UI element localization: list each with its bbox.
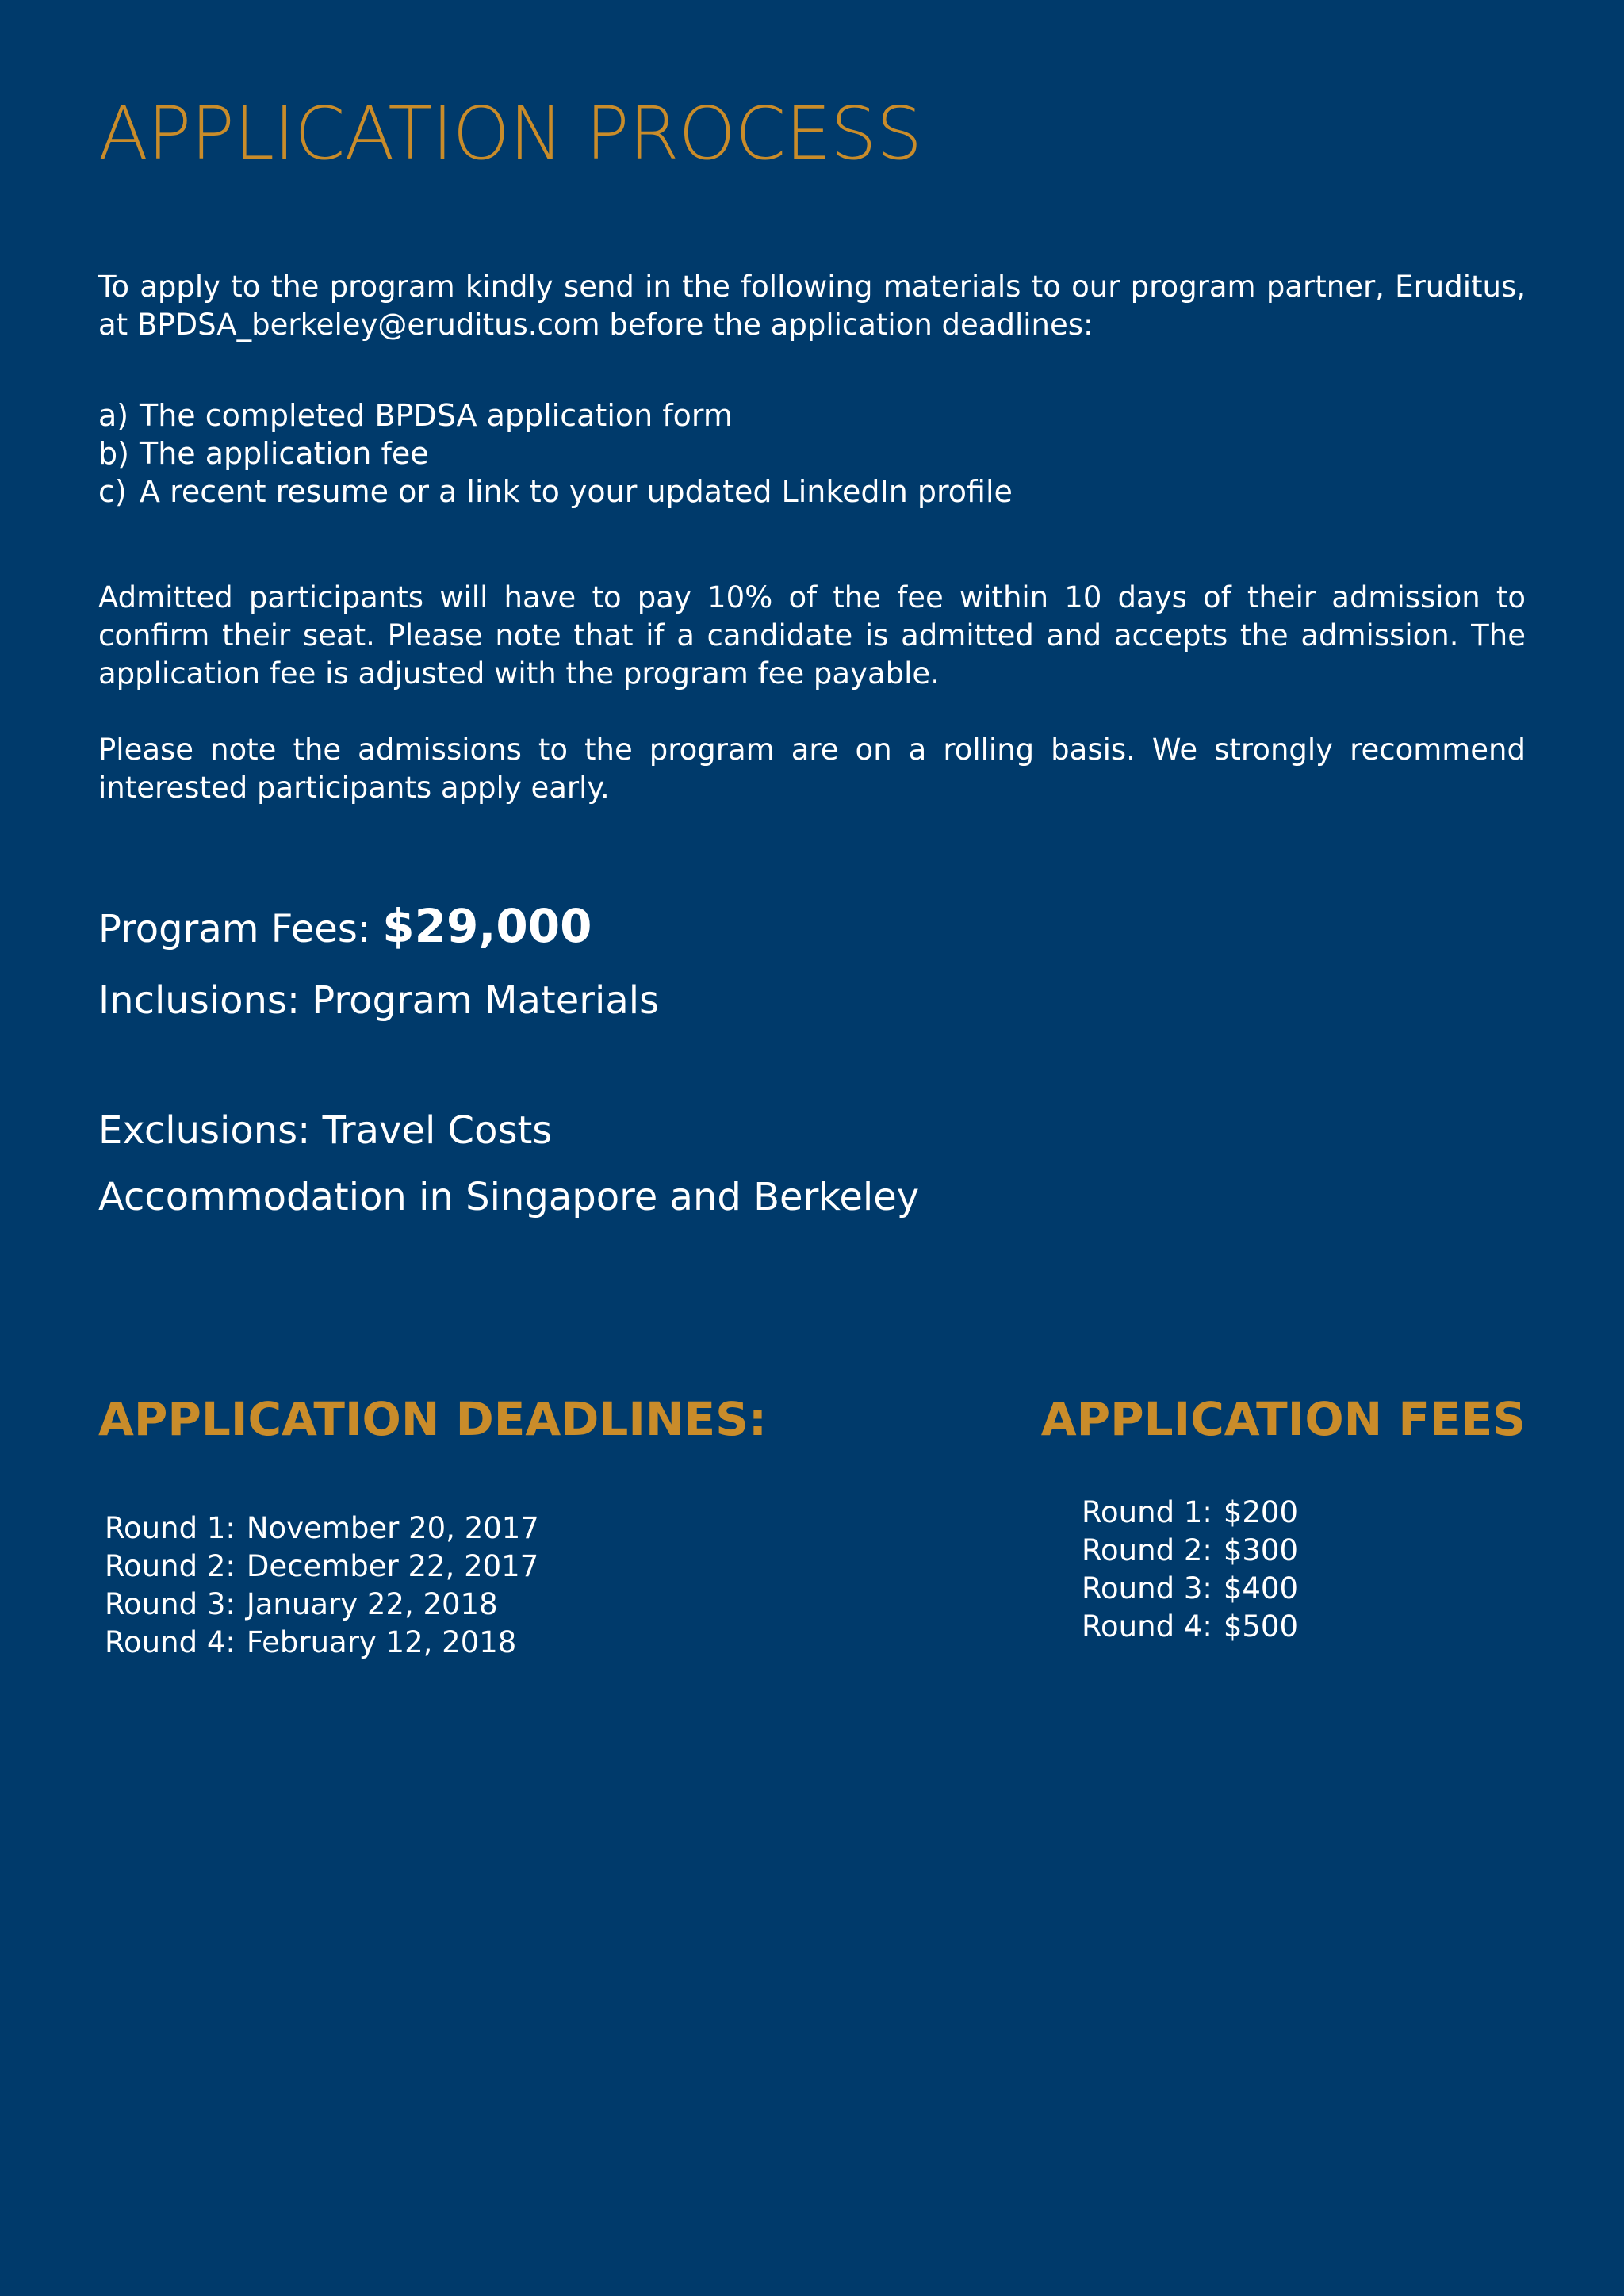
fees-heading: APPLICATION FEES xyxy=(1040,1392,1526,1446)
round-label: Round 2: xyxy=(1082,1533,1212,1567)
round-label: Round 3: xyxy=(105,1587,236,1621)
list-item-text: A recent resume or a link to your updated LinkedIn profile xyxy=(140,474,1013,509)
round-label: Round 2: xyxy=(105,1549,236,1583)
round-label: Round 4: xyxy=(105,1625,236,1659)
fee-amount: $400 xyxy=(1223,1571,1299,1605)
deadline-date: November 20, 2017 xyxy=(246,1511,539,1545)
round-label: Round 1: xyxy=(105,1511,236,1545)
inclusions-line: Inclusions: Program Materials xyxy=(98,978,660,1023)
fee-row xyxy=(1082,1570,1298,1608)
deadline-row xyxy=(105,1624,539,1662)
program-fees-label: Program Fees: xyxy=(98,907,371,951)
fee-row xyxy=(1082,1608,1298,1646)
fee-row xyxy=(1082,1494,1298,1532)
deadline-row xyxy=(105,1586,539,1624)
list-marker: c) xyxy=(98,474,127,509)
deadline-date: December 22, 2017 xyxy=(246,1549,539,1583)
deadlines-heading: APPLICATION DEADLINES: xyxy=(98,1392,768,1446)
fee-amount: $200 xyxy=(1223,1495,1299,1529)
list-marker: b) xyxy=(98,436,129,471)
list-item xyxy=(98,396,1013,434)
deadlines-list xyxy=(105,1510,539,1662)
fees-list xyxy=(1082,1494,1298,1646)
list-item xyxy=(98,434,1013,473)
admitted-paragraph: Admitted participants will have to pay 10% of the fee within 10 days of their admission to confirm their seat. Please note that if a candidate is admitted and accepts the admission. The application fee is adjusted with the program fee payable. xyxy=(98,580,1526,691)
deadline-row xyxy=(105,1548,539,1586)
deadline-date: January 22, 2018 xyxy=(246,1587,498,1621)
round-label: Round 3: xyxy=(1082,1571,1212,1605)
list-item-text: The application fee xyxy=(140,436,429,471)
fee-amount: $300 xyxy=(1223,1533,1299,1567)
fee-row xyxy=(1082,1532,1298,1570)
deadline-row xyxy=(105,1510,539,1548)
round-label: Round 1: xyxy=(1082,1495,1212,1529)
exclusions-line: Exclusions: Travel Costs xyxy=(98,1108,553,1153)
list-marker: a) xyxy=(98,398,129,433)
materials-list xyxy=(98,396,1013,511)
accommodation-line: Accommodation in Singapore and Berkeley xyxy=(98,1175,920,1219)
fee-amount: $500 xyxy=(1223,1609,1299,1644)
round-label: Round 4: xyxy=(1082,1609,1212,1644)
rolling-paragraph: Please note the admissions to the program are on a rolling basis. We strongly recommend interested participants apply early. xyxy=(98,733,1526,805)
program-fees-amount: $29,000 xyxy=(382,899,592,953)
program-fees xyxy=(98,901,592,955)
list-item xyxy=(98,473,1013,511)
document-page xyxy=(98,0,1526,2296)
list-item-text: The completed BPDSA application form xyxy=(140,398,733,433)
deadline-date: February 12, 2018 xyxy=(246,1625,517,1659)
page-title: APPLICATION PROCESS xyxy=(98,91,922,176)
intro-paragraph: To apply to the program kindly send in the following materials to our program partner, Eruditus, at BPDSA_berkeley@eruditus.com before the application deadlines: xyxy=(98,270,1526,342)
